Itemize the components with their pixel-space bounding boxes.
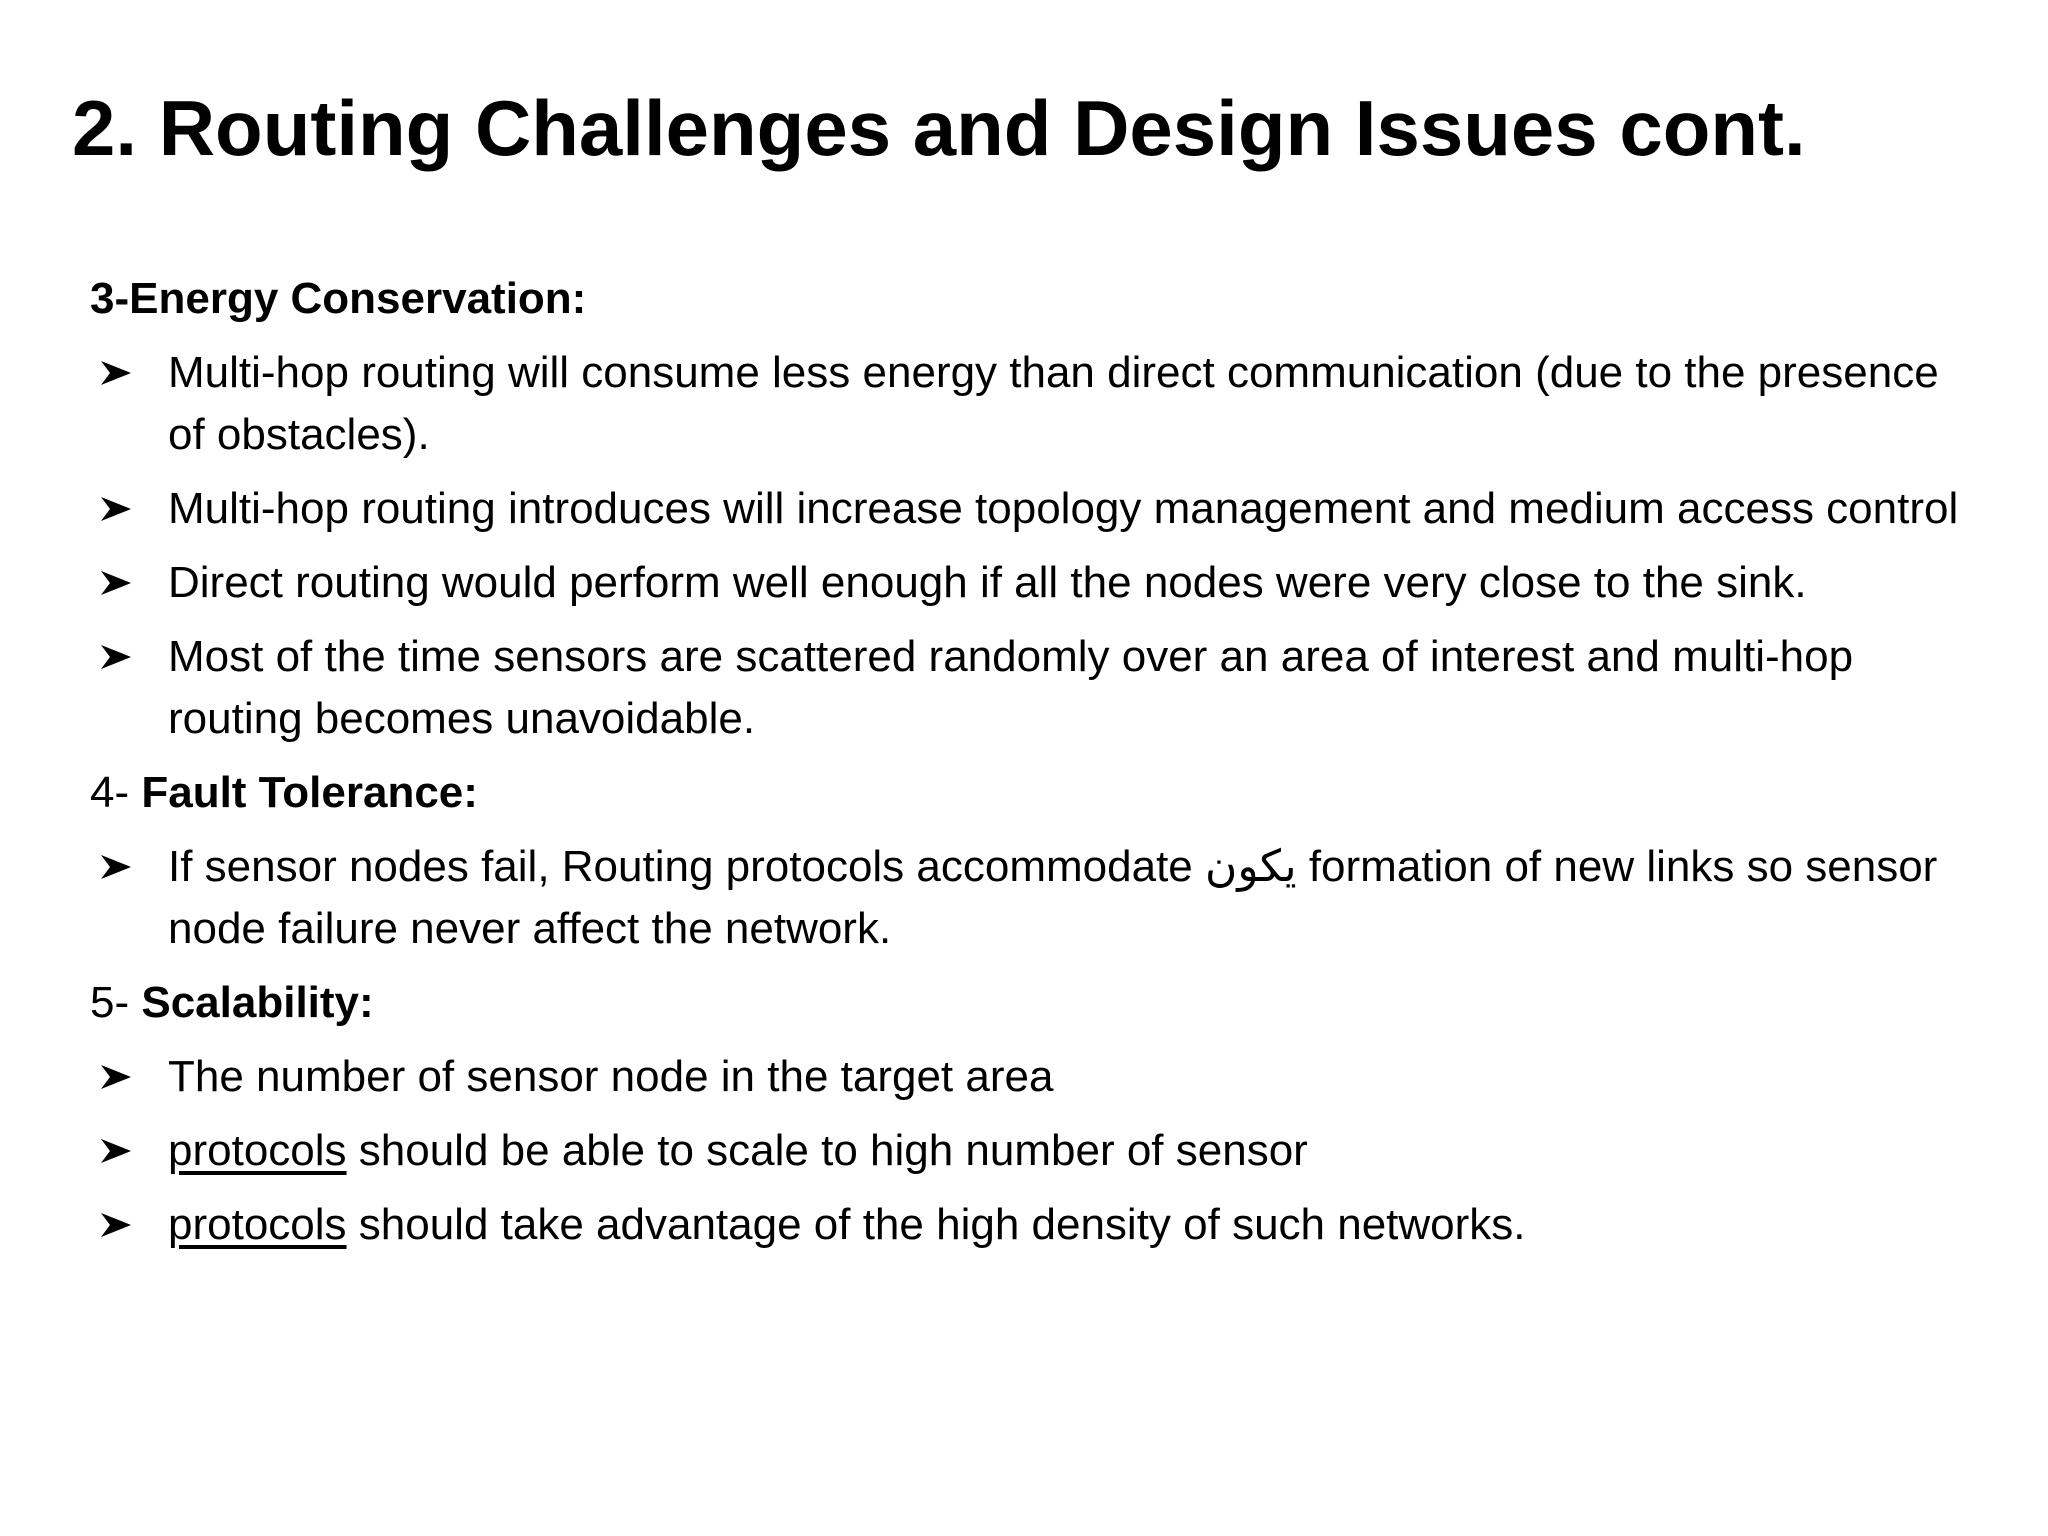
section-heading-fault-tolerance <box>90 762 1970 824</box>
arrow-bullet-icon <box>96 1194 136 1256</box>
slide-title: 2. Routing Challenges and Design Issues cont. <box>72 84 1806 172</box>
bullet-text: should take advantage of the high density of such networks. <box>346 1200 1526 1249</box>
list-item <box>90 478 1970 540</box>
underlined-term: protocols <box>168 1126 347 1175</box>
list-item <box>90 626 1970 750</box>
list-item <box>90 836 1970 960</box>
arrow-bullet-icon <box>96 836 136 898</box>
arrow-bullet-icon <box>96 478 136 540</box>
bullet-text: Most of the time sensors are scattered randomly over an area of interest and multi-hop routing becomes unavoidable. <box>168 632 1854 743</box>
arrow-bullet-icon <box>96 1120 136 1182</box>
section-heading-scalability <box>90 972 1970 1034</box>
list-item <box>90 342 1970 466</box>
section-heading-label: 3-Energy Conservation: <box>90 274 587 323</box>
slide-body <box>90 268 1970 1268</box>
list-item <box>90 1194 1970 1256</box>
bullet-text: If sensor nodes fail, Routing protocols accommodate <box>168 842 1205 891</box>
section-heading-label: Scalability: <box>141 978 374 1027</box>
section-number: 4- <box>90 768 142 817</box>
section-heading-energy-conservation <box>90 268 1970 330</box>
arrow-bullet-icon <box>96 342 136 404</box>
bullet-text: Multi-hop routing introduces will increase topology management and medium access control <box>168 484 1959 533</box>
list-item <box>90 1120 1970 1182</box>
list-item <box>90 552 1970 614</box>
bullet-text: Direct routing would perform well enough if all the nodes were very close to the sink. <box>168 558 1807 607</box>
list-item <box>90 1046 1970 1108</box>
underlined-term: protocols <box>168 1200 347 1249</box>
arrow-bullet-icon <box>96 626 136 688</box>
arrow-bullet-icon <box>96 1046 136 1108</box>
arrow-bullet-icon <box>96 552 136 614</box>
arabic-word: يكون <box>1205 841 1297 892</box>
section-number: 5- <box>90 978 142 1027</box>
bullet-text-continued: formation of new links so sensor node failure never affect the network. <box>168 842 1938 953</box>
bullet-text: should be able to scale to high number of sensor <box>346 1126 1308 1175</box>
section-heading-label: Fault Tolerance: <box>141 768 478 817</box>
bullet-text: Multi-hop routing will consume less energy than direct communication (due to the presence of obstacles). <box>168 348 1939 459</box>
bullet-text: The number of sensor node in the target area <box>168 1052 1054 1101</box>
